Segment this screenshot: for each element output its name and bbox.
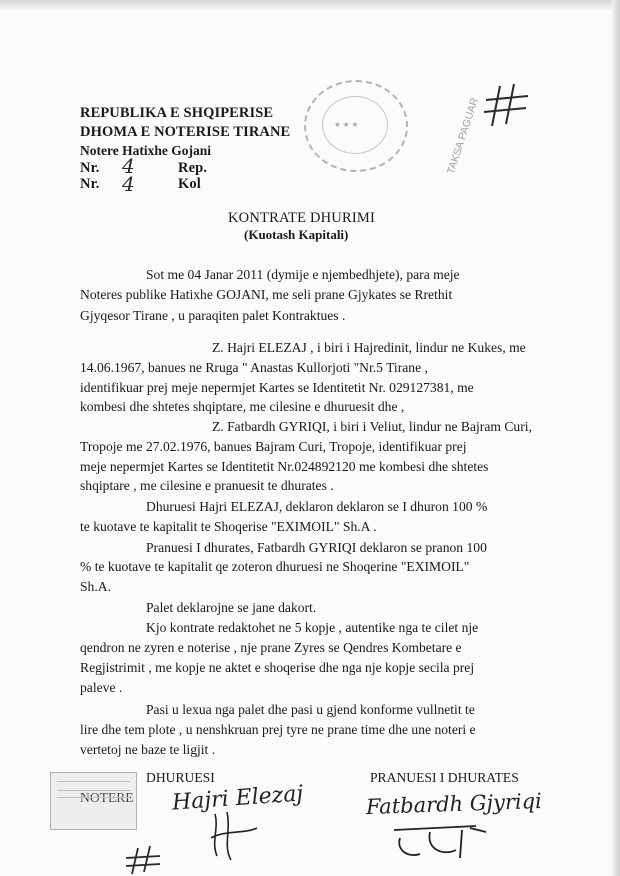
notary-label: NOTERE: [80, 790, 134, 805]
body-line: Z. Fatbardh GYRIQI, i biri i Veliut, lindur ne Bajram Curi,: [212, 419, 532, 434]
round-notary-stamp: ★ ★ ★: [304, 80, 408, 172]
body-line: qendron ne zyren e noterise , nje prane Zyres se Qendres Kombetare e: [80, 640, 462, 655]
body-line: lire dhe tem plote , u nenshkruan prej tyre ne prane time dhe une noteri e: [80, 722, 476, 737]
header-chamber: DHOMA E NOTERISE TIRANE: [80, 124, 291, 140]
body-line: Z. Hajri ELEZAJ , i biri i Hajredinit, lindur ne Kukes, me: [212, 340, 526, 355]
body-line: vertetoj ne baze te ligjit .: [80, 742, 216, 757]
recipient-initials-mark: [386, 820, 496, 866]
body-line: Sot me 04 Janar 2011 (dymije e njembedhjete), para meje: [146, 267, 460, 282]
kol-type: Kol: [178, 176, 201, 192]
body-line: identifikuar prej meje nepermjet Kartes se Identitetit Nr. 029127381, me: [80, 380, 474, 395]
body-line: Tropoje me 27.02.1976, banues Bajram Curi, Tropoje, identifikuar prej: [80, 439, 467, 454]
header-notary: Notere Hatixhe Gojani: [80, 143, 211, 158]
header-republic: REPUBLIKA E SHQIPERISE: [80, 105, 274, 121]
body-line: Pasi u lexua nga palet dhe pasi u gjend konforme vullnetit te: [146, 702, 475, 717]
kol-label: Nr.: [80, 176, 100, 192]
rectangular-stamp: [50, 772, 137, 830]
scan-right-edge: [612, 0, 620, 876]
rep-label: Nr.: [80, 160, 100, 176]
contract-subtitle: (Kuotash Kapitali): [244, 227, 349, 242]
rep-type: Rep.: [178, 160, 207, 176]
recipient-label: PRANUESI I DHURATES: [370, 770, 519, 785]
body-line: Dhuruesi Hajri ELEZAJ, deklaron deklaron se I dhuron 100 %: [146, 499, 488, 514]
scan-top-shadow: [0, 0, 620, 10]
kol-number: 4: [122, 172, 135, 196]
donor-label: DHURUESI: [146, 770, 215, 785]
tax-paid-stamp: TAKSA PAGUAR: [445, 96, 481, 176]
body-line: meje nepermjet Kartes se Identitetit Nr.024892120 me kombesi dhe shtetes: [80, 459, 489, 474]
body-line: 14.06.1967, banues ne Rruga " Anastas Kullorjoti "Nr.5 Tirane ,: [80, 360, 428, 375]
body-line: Pranuesi I dhurates, Fatbardh GYRIQI deklaron se pranon 100: [146, 540, 487, 555]
body-line: shqiptare , me cilesine e pranuesit te dhurates .: [80, 478, 334, 493]
recipient-signature: Fatbardh Gjyriqi: [365, 788, 543, 820]
donor-signature-flourish: [205, 808, 265, 864]
body-line: Palet deklarojne se jane dakort.: [146, 600, 317, 615]
body-line: Noteres publike Hatixhe GOJANI, me seli prane Gjykates se Rrethit: [80, 287, 453, 302]
body-line: Gjyqesor Tirane , u paraqiten palet Kontraktues .: [80, 308, 346, 323]
rep-number: 4: [122, 154, 135, 178]
body-line: paleve .: [80, 680, 123, 695]
body-line: Kjo kontrate redaktohet ne 5 kopje , autentike nga te cilet nje: [146, 620, 479, 635]
body-line: % te kuotave te kapitalit qe zoteron dhuruesi ne Shoqerine "EXIMOIL": [80, 559, 470, 574]
body-line: Sh.A.: [80, 579, 111, 594]
donor-signature: Hajri Elezaj: [171, 781, 305, 816]
hash-mark-top: [482, 82, 532, 132]
body-line: Regjistrimit , me kopje ne aktet e shoqerise dhe nga nje kopje secila prej: [80, 660, 475, 675]
hash-mark-bottom: [124, 846, 168, 876]
body-line: te kuotave te kapitalit te Shoqerise "EXIMOIL" Sh.A .: [80, 519, 377, 534]
body-line: kombesi dhe shtetes shqiptare, me cilesine e dhuruesit dhe ,: [80, 399, 405, 414]
contract-title: KONTRATE DHURIMI: [228, 210, 375, 226]
